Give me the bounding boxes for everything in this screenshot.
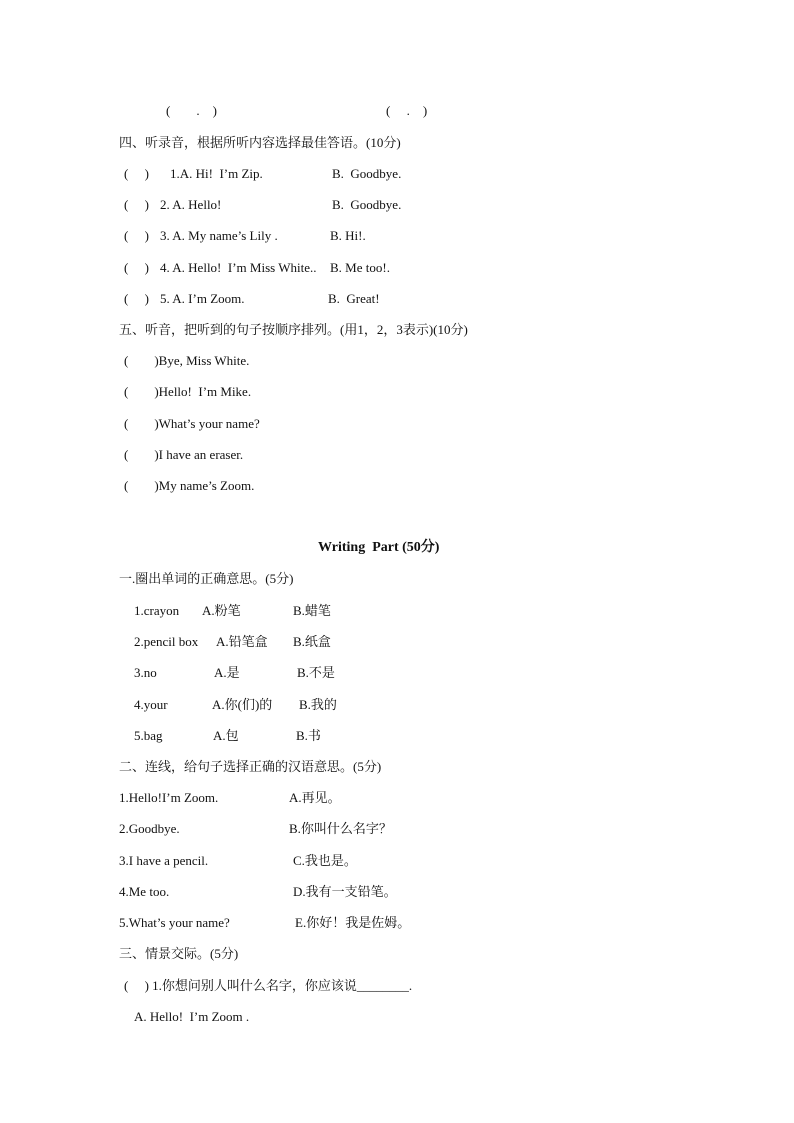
w1-option-a-2[interactable]: A.铅笔盒	[216, 634, 268, 649]
w2-english-3[interactable]: 3.I have a pencil.	[119, 853, 209, 868]
s4-bracket-3[interactable]: ( )	[124, 228, 149, 243]
writing-part-title: Writing Part (50分)	[318, 540, 440, 555]
s4-option-b-5: B. Great!	[328, 291, 380, 306]
w2-english-5[interactable]: 5.What’s your name?	[119, 915, 230, 930]
w1-option-a-5[interactable]: A.包	[213, 728, 239, 743]
s4-option-b-4: B. Me too!.	[330, 260, 390, 275]
s4-option-a-2: 2. A. Hello!	[160, 197, 222, 212]
s4-bracket-2[interactable]: ( )	[124, 197, 149, 212]
w3-question-1[interactable]: ( ) 1.你想问别人叫什么名字，你应该说________.	[124, 978, 413, 993]
w2-chinese-4[interactable]: D.我有一支铅笔。	[293, 884, 397, 899]
w1-option-a-3[interactable]: A.是	[214, 665, 240, 680]
w1-option-b-2[interactable]: B.纸盒	[293, 634, 331, 649]
w2-english-4[interactable]: 4.Me too.	[119, 884, 170, 899]
w1-option-b-5[interactable]: B.书	[296, 728, 321, 743]
s5-item-5[interactable]: ( )My name’s Zoom.	[124, 478, 255, 493]
s4-bracket-5[interactable]: ( )	[124, 291, 149, 306]
w2-chinese-3[interactable]: C.我也是。	[293, 853, 357, 868]
w2-english-2[interactable]: 2.Goodbye.	[119, 821, 180, 836]
w-section2-heading: 二、连线，给句子选择正确的汉语意思。(5分)	[119, 759, 382, 774]
w3-option-a-1: A. Hello! I’m Zoom .	[134, 1009, 250, 1024]
w2-chinese-1[interactable]: A.再见。	[289, 790, 341, 805]
w1-option-b-4[interactable]: B.我的	[299, 697, 337, 712]
s4-option-b-2: B. Goodbye.	[332, 197, 402, 212]
w1-word-2: 2.pencil box	[134, 634, 199, 649]
w2-chinese-2[interactable]: B.你叫什么名字？	[289, 821, 392, 836]
section4-heading: 四、听录音，根据所听内容选择最佳答语。(10分)	[119, 135, 401, 150]
s4-bracket-4[interactable]: ( )	[124, 260, 149, 275]
w1-word-5: 5.bag	[134, 728, 163, 743]
w1-option-b-1[interactable]: B.蜡笔	[293, 603, 331, 618]
w1-option-a-1[interactable]: A.粉笔	[202, 603, 241, 618]
w-section1-heading: 一.圈出单词的正确意思。(5分)	[119, 571, 294, 586]
w1-word-4: 4.your	[134, 697, 168, 712]
s4-bracket-1[interactable]: ( )	[124, 166, 149, 181]
w1-word-3: 3.no	[134, 665, 157, 680]
top-blank-right: ( . )	[386, 103, 428, 118]
s5-item-3[interactable]: ( )What’s your name?	[124, 416, 260, 431]
s5-item-2[interactable]: ( )Hello! I’m Mike.	[124, 384, 252, 399]
s4-option-a-5: 5. A. I’m Zoom.	[160, 291, 245, 306]
s4-option-b-3: B. Hi!.	[330, 228, 366, 243]
w1-option-a-4[interactable]: A.你(们)的	[212, 697, 273, 712]
s4-option-b-1: B. Goodbye.	[332, 166, 402, 181]
w1-option-b-3[interactable]: B.不是	[297, 665, 335, 680]
section5-heading: 五、听音，把听到的句子按顺序排列。(用1，2，3表示)(10分)	[119, 322, 468, 337]
s4-option-a-1: 1.A. Hi! I’m Zip.	[170, 166, 263, 181]
w1-word-1: 1.crayon	[134, 603, 180, 618]
w2-english-1[interactable]: 1.Hello!I’m Zoom.	[119, 790, 219, 805]
w2-chinese-5[interactable]: E.你好！我是佐姆。	[295, 915, 411, 930]
s4-option-a-4: 4. A. Hello! I’m Miss White..	[160, 260, 317, 275]
s5-item-1[interactable]: ( )Bye, Miss White.	[124, 353, 250, 368]
s4-option-a-3: 3. A. My name’s Lily .	[160, 228, 278, 243]
top-blank-left: ( . )	[166, 103, 217, 118]
w-section3-heading: 三、情景交际。(5分)	[119, 946, 239, 961]
s5-item-4[interactable]: ( )I have an eraser.	[124, 447, 244, 462]
